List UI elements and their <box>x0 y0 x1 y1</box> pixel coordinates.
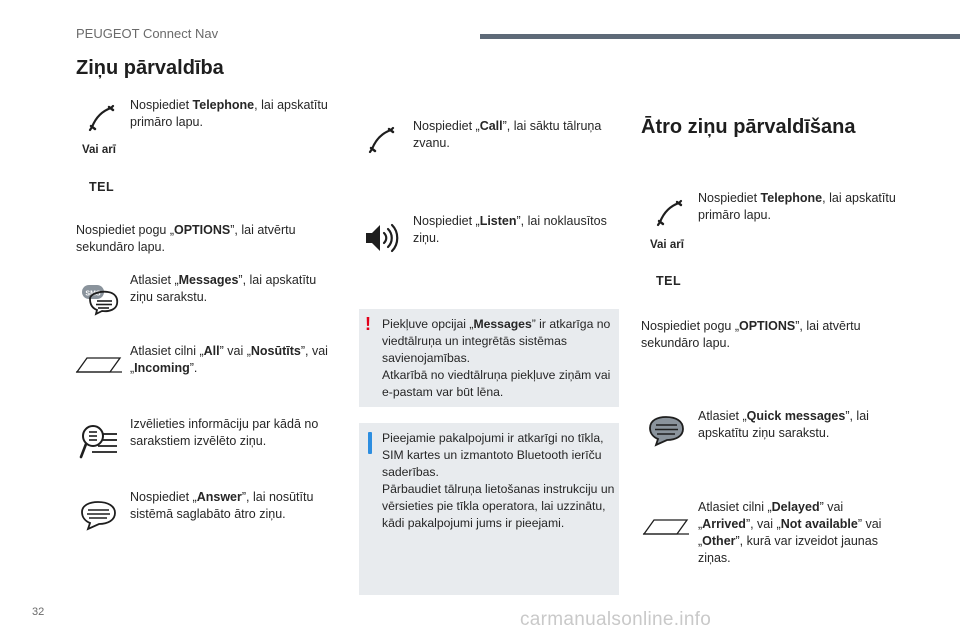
quick-messages-icon <box>646 414 686 448</box>
section-heading-quick-messages: Ātro ziņu pārvaldīšana <box>641 116 856 138</box>
tel-button-label: TEL <box>656 274 682 288</box>
call-icon <box>368 127 394 153</box>
tel-button-label: TEL <box>89 180 115 194</box>
step-details: Izvēlieties informāciju par kādā no sarakstiem izvēlēto ziņu. <box>130 417 319 448</box>
sms-icon <box>80 283 120 315</box>
section-heading-messages: Ziņu pārvaldība <box>76 57 224 79</box>
watermark: carmanualsonline.info <box>520 609 712 630</box>
tab-icon <box>76 356 122 374</box>
message-details-icon <box>80 422 120 462</box>
phone-icon <box>656 200 682 226</box>
tab-icon <box>643 518 689 536</box>
step-answer: Nospiediet „Answer”, lai nosūtītu sistēmā saglabāto ātro ziņu. <box>130 490 314 521</box>
header-title: PEUGEOT Connect Nav <box>76 26 219 41</box>
info-text: Pieejamie pakalpojumi ir atkarīgi no tīkla, SIM kartes un izmantoto Bluetooth ierīču saderības. Pārbaudiet tālruņa lietošanas instrukciju un vērsieties pie tīkla operatora, lai uzzinātu, kādi pakalpojumi jums ir pieejami. <box>382 431 615 530</box>
step-call: Nospiediet „Call”, lai sāktu tālruņa zvanu. <box>413 119 602 150</box>
warning-text: Piekļuve opcijai „Messages” ir atkarīga no viedtālruņa un integrētās sistēmas savienojamības. Atkarībā no viedtālruņa piekļuve ziņām vai e-pastam var būt lēna. <box>382 317 611 399</box>
sms-icon-label: SMS <box>85 290 101 298</box>
step-tabs: Atlasiet cilni „All” vai „Nosūtīts”, vai „Incoming”. <box>130 344 328 375</box>
warning-icon: ! <box>365 314 371 334</box>
info-icon <box>368 432 372 454</box>
step-quick-tabs: Atlasiet cilni „Delayed” vai „Arrived”, vai „Not available” vai „Other”, kurā var izveidot jaunas ziņas. <box>698 500 882 565</box>
step-listen: Nospiediet „Listen”, lai noklausītos ziņu. <box>413 214 607 245</box>
step-options-quick: Nospiediet pogu „OPTIONS”, lai atvērtu sekundāro lapu. <box>641 319 861 350</box>
step-telephone-quick: Nospiediet Telephone, lai apskatītu primāro lapu. <box>698 191 896 222</box>
page-number: 32 <box>32 606 45 618</box>
step-telephone: Nospiediet Telephone, lai apskatītu primāro lapu. <box>130 98 328 129</box>
or-label: Vai arī <box>82 144 116 156</box>
step-quick-messages: Atlasiet „Quick messages”, lai apskatītu ziņu sarakstu. <box>698 409 869 440</box>
header-bar <box>480 34 960 39</box>
or-label: Vai arī <box>650 239 684 251</box>
answer-message-icon <box>78 499 118 531</box>
phone-icon <box>88 105 114 131</box>
speaker-icon <box>364 222 400 254</box>
step-options: Nospiediet pogu „OPTIONS”, lai atvērtu sekundāro lapu. <box>76 223 296 254</box>
step-messages: Atlasiet „Messages”, lai apskatītu ziņu sarakstu. <box>130 273 317 304</box>
